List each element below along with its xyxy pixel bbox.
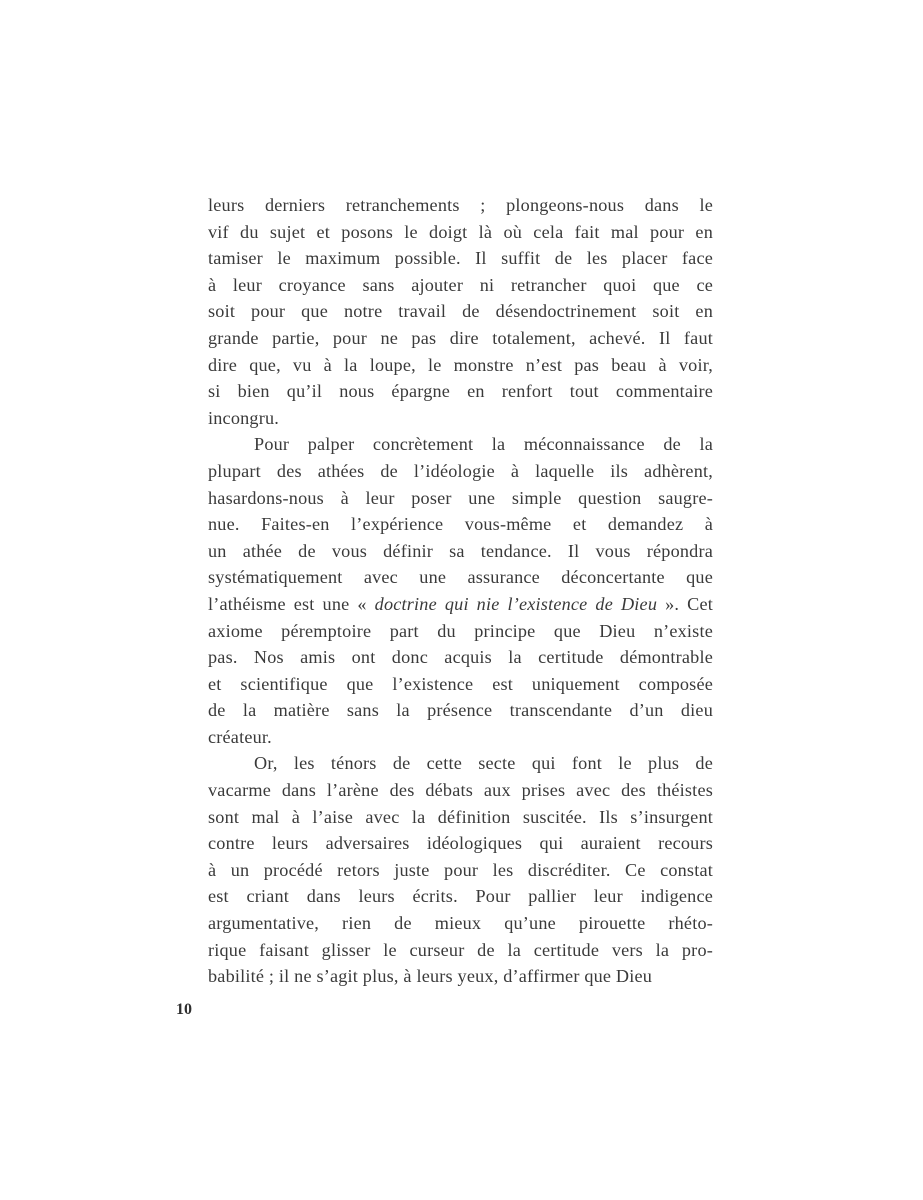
body-text: ». Cet: [657, 593, 713, 614]
body-text: créateur.: [208, 726, 272, 747]
body-text: contre leurs adversaires idéologiques qui auraient recours: [208, 833, 713, 854]
body-text: incongru.: [208, 407, 279, 428]
text-line: [208, 883, 713, 910]
body-text: plupart des athées de l’idéologie à laquelle ils adhèrent,: [208, 460, 713, 481]
text-line: [208, 804, 713, 831]
text-line: [208, 192, 713, 219]
body-text: pas. Nos amis ont donc acquis la certitude démontrable: [208, 647, 713, 668]
body-text: Or, les ténors de cette secte qui font le plus de: [254, 753, 713, 774]
text-line: [208, 219, 713, 246]
body-text: nue. Faites-en l’expérience vous-même et demandez à: [208, 514, 713, 535]
body-text: de la matière sans la présence transcendante d’un dieu: [208, 700, 713, 721]
text-line: [208, 564, 713, 591]
text-line: [208, 511, 713, 538]
body-text: à leur croyance sans ajouter ni retrancher quoi que ce: [208, 274, 713, 295]
text-line: [208, 644, 713, 671]
body-text: argumentative, rien de mieux qu’une pirouette rhéto-: [208, 913, 713, 934]
page-number: 10: [176, 1001, 192, 1018]
body-text: tamiser le maximum possible. Il suffit de les placer face: [208, 248, 713, 269]
text-line: [208, 298, 713, 325]
text-block: [208, 192, 713, 990]
body-text: est criant dans leurs écrits. Pour pallier leur indigence: [208, 886, 713, 907]
text-line: [208, 777, 713, 804]
body-text: systématiquement avec une assurance déconcertante que: [208, 567, 713, 588]
text-line: [208, 937, 713, 964]
text-line: [208, 352, 713, 379]
text-line: [208, 378, 713, 405]
text-line: [208, 405, 713, 432]
text-line: [208, 830, 713, 857]
text-line: [208, 485, 713, 512]
body-text: dire que, vu à la loupe, le monstre n’est pas beau à voir,: [208, 354, 713, 375]
text-line: [208, 618, 713, 645]
body-text: vif du sujet et posons le doigt là où cela fait mal pour en: [208, 221, 713, 242]
body-text: et scientifique que l’existence est uniquement composée: [208, 673, 713, 694]
text-line: [208, 910, 713, 937]
body-text: axiome péremptoire part du principe que Dieu n’existe: [208, 620, 713, 641]
body-text: leurs derniers retranchements ; plongeons-nous dans le: [208, 195, 713, 215]
text-line: [208, 272, 713, 299]
text-line: [208, 963, 713, 990]
body-text: l’athéisme est une «: [208, 593, 375, 614]
body-text: à un procédé retors juste pour les discréditer. Ce constat: [208, 859, 713, 880]
text-line: [208, 458, 713, 485]
body-text: un athée de vous définir sa tendance. Il vous répondra: [208, 540, 713, 561]
body-text: grande partie, pour ne pas dire totalement, achevé. Il faut: [208, 327, 713, 348]
body-text: babilité ; il ne s’agit plus, à leurs yeux, d’affirmer que Dieu: [208, 966, 653, 987]
text-line: [208, 591, 713, 618]
body-text: soit pour que notre travail de désendoctrinement soit en: [208, 301, 713, 322]
body-text: si bien qu’il nous épargne en renfort tout commentaire: [208, 381, 713, 402]
paragraph: [208, 431, 713, 750]
body-text: Pour palper concrètement la méconnaissance de la: [254, 434, 713, 455]
text-line: [208, 431, 713, 458]
body-text: vacarme dans l’arène des débats aux prises avec des théistes: [208, 780, 713, 801]
italic-quote-text: doctrine qui nie l’existence de Dieu: [374, 593, 658, 614]
text-line: [208, 697, 713, 724]
body-text: rique faisant glisser le curseur de la certitude vers la pro-: [208, 939, 713, 960]
text-line: [208, 750, 713, 777]
body-text: hasardons-nous à leur poser une simple question saugre-: [208, 487, 713, 508]
text-line: [208, 671, 713, 698]
text-line: [208, 724, 713, 751]
body-text: sont mal à l’aise avec la définition suscitée. Ils s’insurgent: [208, 806, 713, 827]
text-line: [208, 325, 713, 352]
text-line: [208, 538, 713, 565]
text-line: [208, 245, 713, 272]
text-line: [208, 857, 713, 884]
paragraph: [208, 750, 713, 989]
paragraph: [208, 192, 713, 431]
